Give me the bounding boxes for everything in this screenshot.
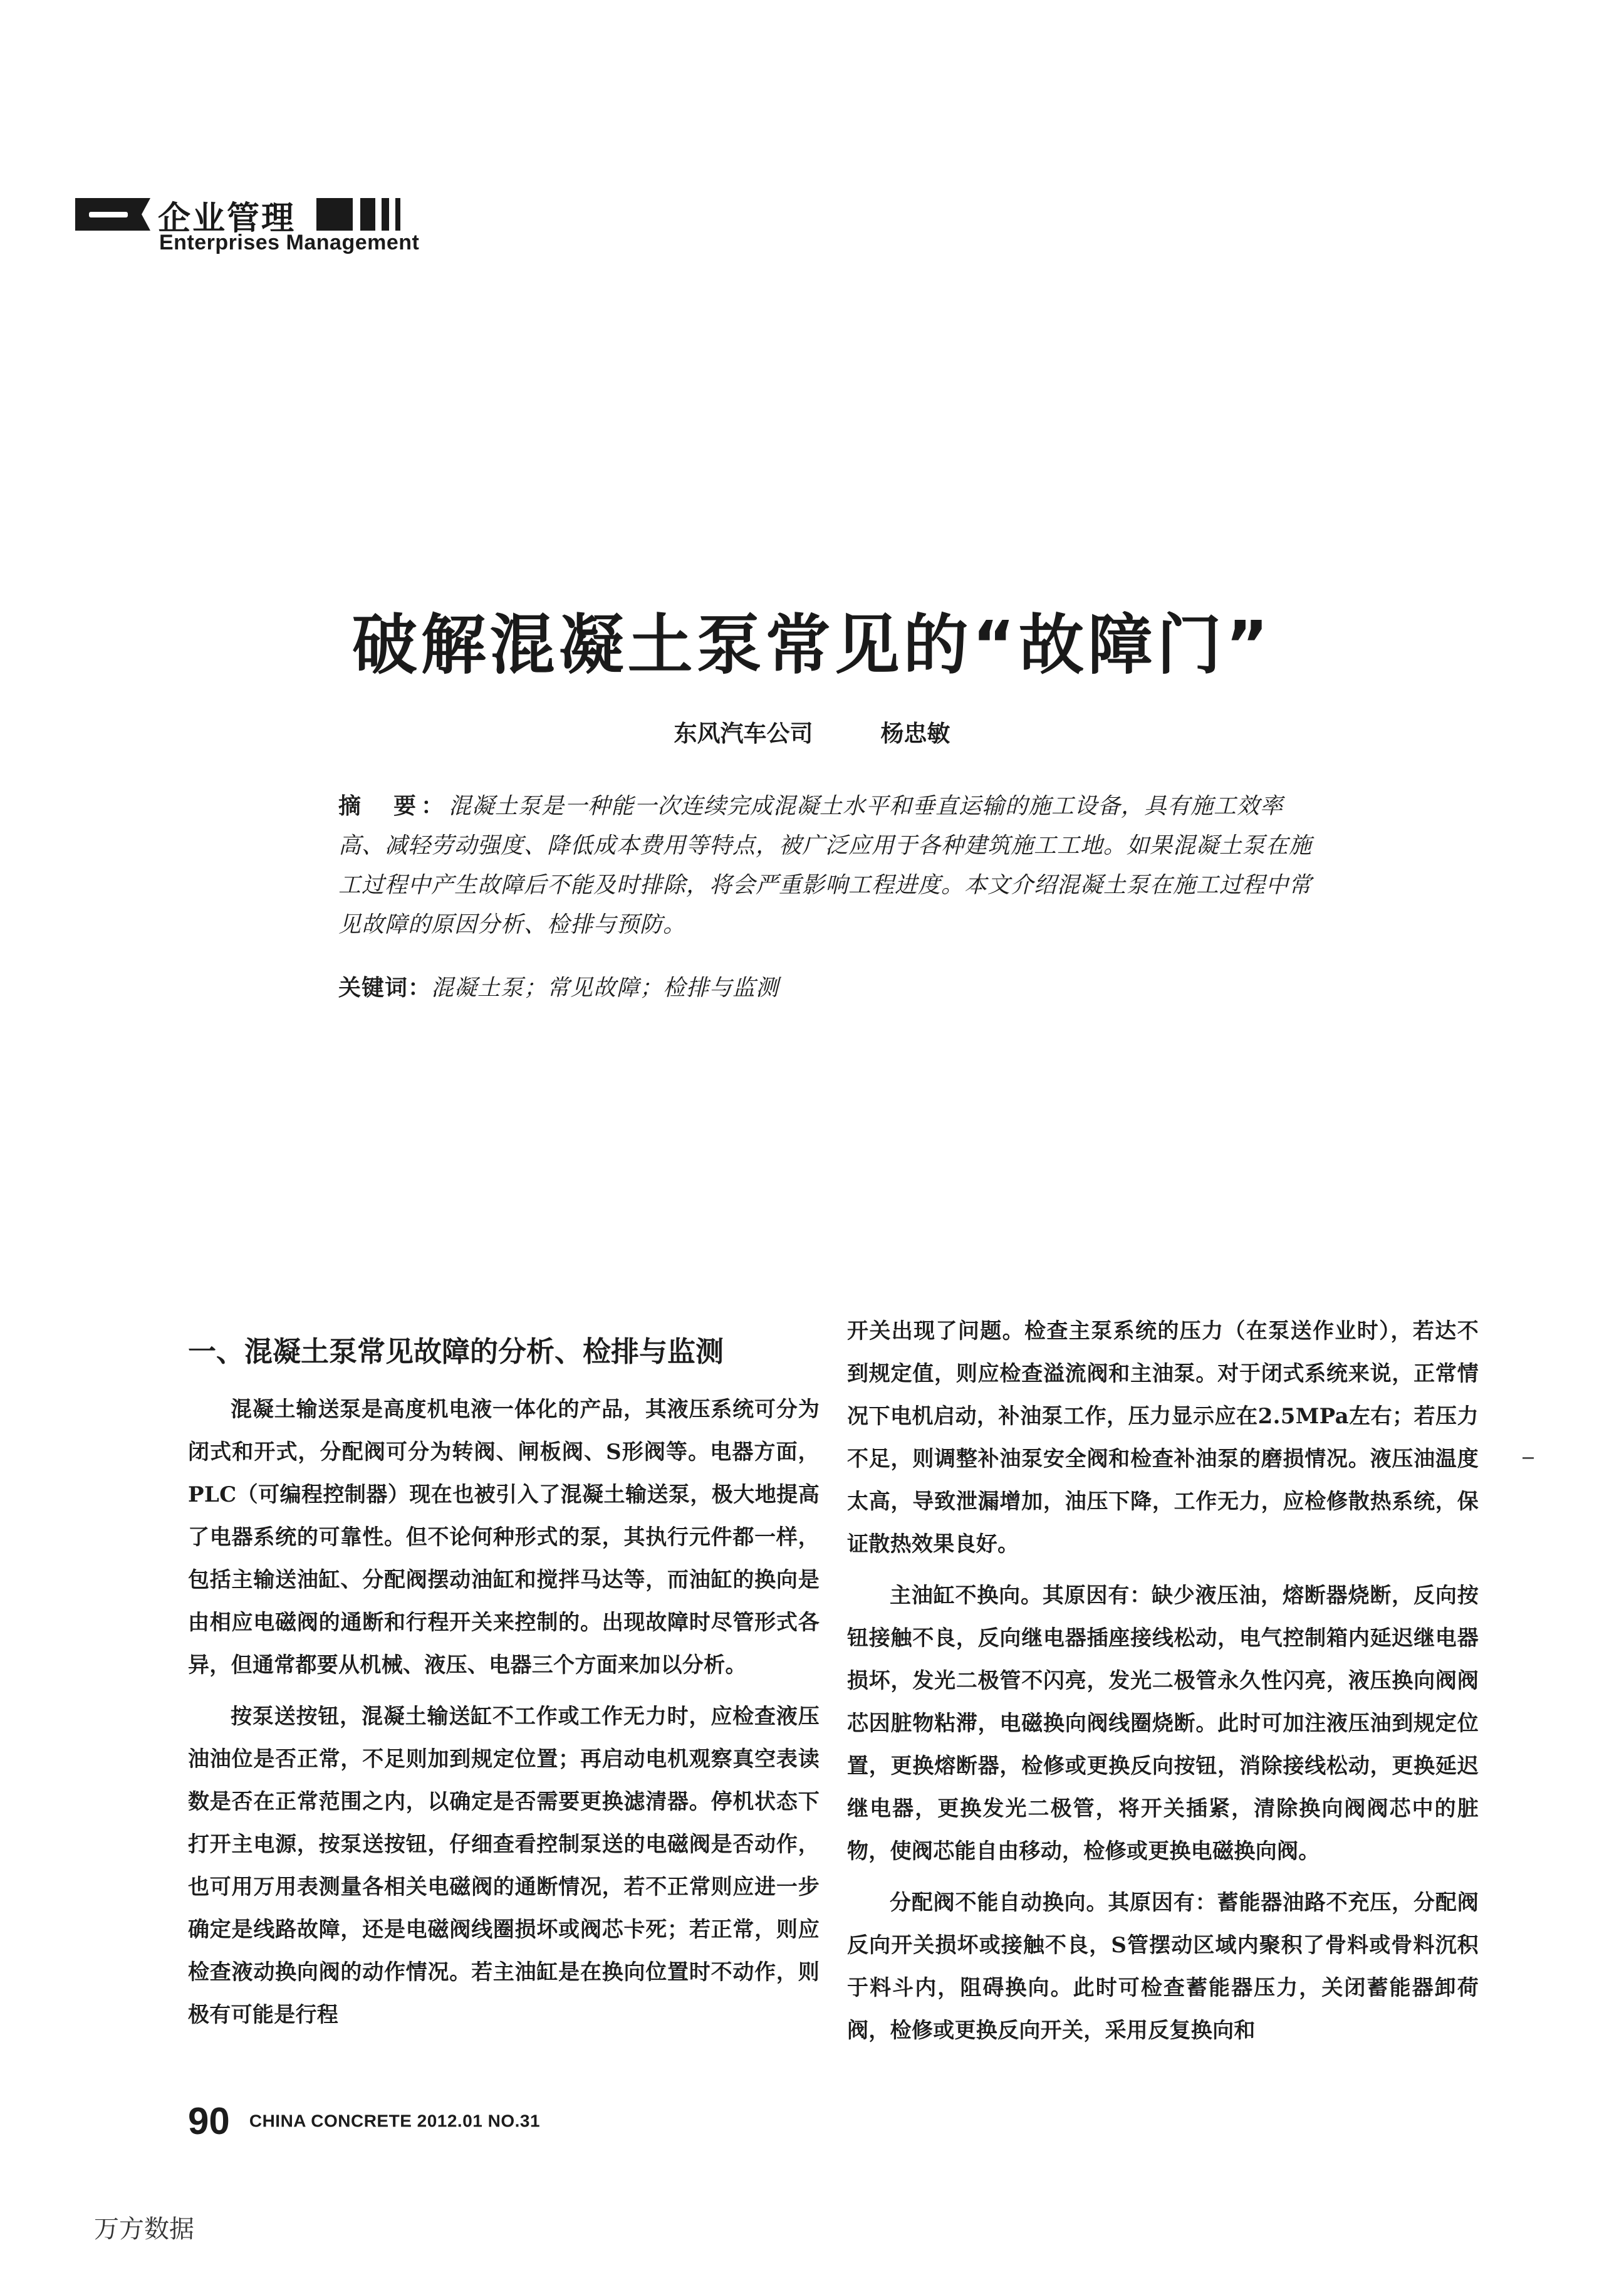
body-column-left	[188, 1388, 820, 2036]
abstract	[338, 787, 1322, 944]
section-header	[75, 188, 426, 257]
article-title: 破解混凝土泵常见的“故障门”	[351, 607, 1273, 683]
section-header-icon	[75, 198, 150, 231]
keywords-text: 混凝土泵；常见故障；检排与监测	[431, 975, 779, 1001]
paragraph: 主油缸不换向。其原因有：缺少液压油，熔断器烧断，反向按钮接触不良，反向继电器插座接线松动，电气控制箱内延迟继电器损坏，发光二极管不闪亮，发光二极管永久性闪亮，液压换向阀阀芯因脏物粘滞，电磁换向阀线圈烧断。此时可加注液压油到规定位置，更换熔断器，检修或更换反向按钮，消除接线松动，更换延迟继电器，更换发光二极管，将开关插紧，清除换向阀阀芯中的脏物，使阀芯能自由移动，检修或更换电磁换向阀。	[847, 1583, 1479, 1864]
watermark: 万方数据	[94, 2215, 194, 2244]
section-title-cn: 企业管理	[158, 200, 296, 238]
paragraph: 开关出现了问题。检查主泵系统的压力（在泵送作业时），若达不到规定值，则应检查溢流阀和主油泵。对于闭式系统来说，正常情况下电机启动，补油泵工作，压力显示应在2.5MPa左右；若压力不足，则调整补油泵安全阀和检查补油泵的磨损情况。液压油温度太高，导致泄漏增加，油压下降，工作无力，应检修散热系统，保证散热效果良好。	[847, 1319, 1479, 1557]
section-title-en: Enterprises Management	[159, 231, 420, 254]
keywords-label: 关键词：	[338, 975, 432, 1001]
paragraph: 按泵送按钮，混凝土输送缸不工作或工作无力时，应检查液压油油位是否正常，不足则加到规定位置；再启动电机观察真空表读数是否在正常范围之内，以确定是否需要更换滤清器。停机状态下打开主电源，按泵送按钮，仔细查看控制泵送的电磁阀是否动作，也可用万用表测量各相关电磁阀的通断情况，若不正常则应进一步确定是线路故障，还是电磁阀线圈损坏或阀芯卡死；若正常，则应检查液动换向阀的动作情况。若主油缸是在换向位置时不动作，则极有可能是行程	[188, 1704, 820, 2027]
paragraph: 混凝土输送泵是高度机电液一体化的产品，其液压系统可分为闭式和开式，分配阀可分为转阀、闸板阀、S形阀等。电器方面，PLC（可编程控制器）现在也被引入了混凝土输送泵，极大地提高了电器系统的可靠性。但不论何种形式的泵，其执行元件都一样，包括主输送油缸、分配阀摆动油缸和搅拌马达等，而油缸的换向是由相应电磁阀的通断和行程开关来控制的。出现故障时尽管形式各异，但通常都要从机械、液压、电器三个方面来加以分析。	[188, 1397, 820, 1678]
byline	[0, 714, 1624, 748]
paragraph: 分配阀不能自动换向。其原因有：蓄能器油路不充压，分配阀反向开关损坏或接触不良，S管摆动区域内聚积了骨料或骨料沉积于料斗内，阻碍换向。此时可检查蓄能器压力，关闭蓄能器卸荷阀，检修或更换反向开关，采用反复换向和	[847, 1890, 1479, 2043]
abstract-label: 摘 要：	[338, 793, 449, 819]
keywords	[338, 968, 1322, 1008]
abstract-text: 混凝土泵是一种能一次连续完成混凝土水平和垂直运输的施工设备，具有施工效率高、减轻劳动强度、降低成本费用等特点，被广泛应用于各种建筑施工工地。如果混凝土泵在施工过程中产生故障后不能及时排除，将会严重影响工程进度。本文介绍混凝土泵在施工过程中常见故障的原因分析、检排与预防。	[338, 793, 1313, 938]
author-organization: 东风汽车公司	[674, 720, 813, 747]
page-number: 90	[188, 2100, 230, 2142]
journal-info: CHINA CONCRETE 2012.01 NO.31	[249, 2111, 541, 2131]
margin-mark	[1522, 1457, 1534, 1459]
section-heading: 一、混凝土泵常见故障的分析、检排与监测	[188, 1335, 724, 1368]
author-name: 杨忠敏	[880, 720, 950, 747]
body-column-right	[847, 1310, 1479, 2052]
page-footer	[188, 2100, 540, 2143]
